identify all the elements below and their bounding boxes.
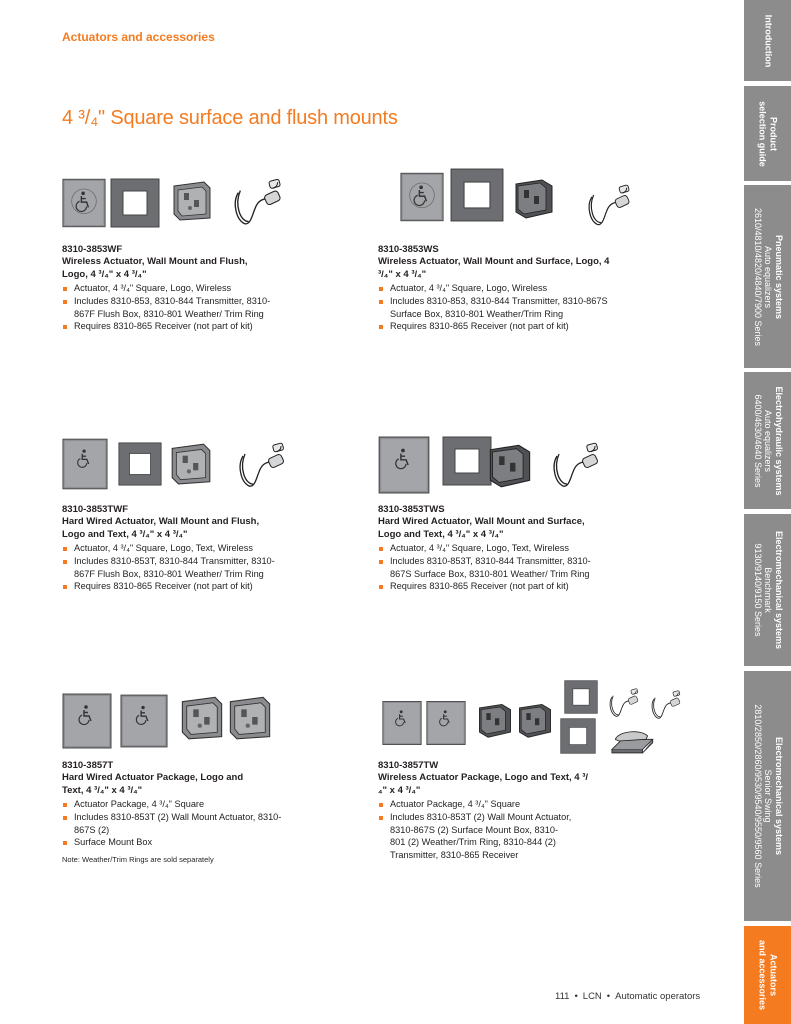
product-bullets — [62, 798, 282, 849]
bullet: Requires 8310-865 Receiver (not part of kit) — [62, 320, 282, 333]
product-images — [62, 174, 362, 240]
product-images — [378, 164, 678, 240]
product-title: Wireless Actuator Package, Logo and Text, 4 ³/₄" x 4 ³/₄" — [378, 772, 589, 796]
product-card — [62, 690, 362, 864]
tab-series: 9130/9140/9150 Series — [752, 543, 763, 637]
page-footer: 111 • LCN • Automatic operators — [555, 991, 701, 1002]
product-bullets — [62, 282, 282, 333]
receiver-image — [612, 732, 653, 753]
product-sku: 8310-3853WF — [62, 244, 123, 255]
page-title: 4 ³/₄" Square surface and flush mounts — [62, 107, 398, 130]
transmitter-image — [589, 185, 630, 225]
trim-ring-image — [119, 443, 161, 485]
actuator-image — [63, 694, 111, 748]
tab-title: Electromechanical systems — [773, 736, 784, 856]
bullet: Includes 8310-853T, 8310-844 Transmitter, 8310-867S Surface Box, 8310-801 Weather/ Trim Ring — [378, 555, 593, 581]
product-images — [378, 680, 678, 756]
tab-series: 2810/2850/2860/9530/9540/9550/9560 Series — [752, 704, 763, 888]
bullet: Actuator, 4 ³/₄" Square, Logo, Wireless — [378, 282, 618, 295]
trim-ring-image — [565, 681, 598, 714]
product-title: Hard Wired Actuator Package, Logo and Text, 4 ³/₄" x 4 ³/₄" — [62, 772, 244, 796]
note: Note: Weather/Trim Rings are sold separately — [62, 855, 214, 865]
tab-pneumatic-systems[interactable] — [744, 185, 791, 368]
tab-subtitle: Auto equalizers — [762, 245, 773, 308]
trim-ring-image — [443, 437, 491, 485]
bullet: Includes 8310-853T (2) Wall Mount Actuator, 8310-867S (2) Surface Mount Box, 8310-801 (2) Weather/Trim Ring, 8310-844 (2) Transmitter, 8310-865 Receiver — [378, 811, 573, 862]
bullet: Includes 8310-853T (2) Wall Mount Actuator, 8310-867S (2) — [62, 811, 282, 837]
tab-subtitle: Senior Swing — [762, 769, 773, 823]
transmitter-image — [240, 443, 284, 486]
page-number: 111 — [555, 991, 570, 1002]
section-label: Actuators and accessories — [62, 30, 215, 44]
tab-subtitle: Auto equalizers — [762, 409, 773, 472]
transmitter-image — [235, 179, 281, 224]
product-bullets — [378, 542, 593, 593]
product-sku: 8310-3853TWF — [62, 504, 129, 515]
bullet: Requires 8310-865 Receiver (not part of kit) — [378, 580, 593, 593]
product-card — [378, 434, 678, 593]
product-bullets — [62, 542, 282, 593]
tab-subtitle: and accessories — [757, 939, 768, 1011]
actuator-image — [379, 437, 429, 493]
tab-actuators-and-accessories[interactable] — [744, 926, 791, 1024]
transmitter-image — [554, 443, 598, 486]
bullet: Includes 8310-853, 8310-844 Transmitter, 8310-867S Surface Box, 8310-801 Weather/Trim Ring — [378, 295, 618, 321]
tab-title: Pneumatic systems — [773, 234, 784, 319]
bullet: Actuator Package, 4 ³/₄" Square — [378, 798, 573, 811]
product-title: Wireless Actuator, Wall Mount and Surface, Logo, 4 ³/₄" x 4 ³/₄" — [378, 256, 610, 280]
transmitter-image — [610, 689, 638, 717]
product-card — [62, 174, 362, 333]
surface-box-image — [490, 445, 529, 486]
tab-electromechanical-senior-swing[interactable] — [744, 671, 791, 921]
actuator-image — [401, 173, 443, 221]
bullet: Includes 8310-853, 8310-844 Transmitter, 8310-867F Flush Box, 8310-801 Weather/ Trim Ring — [62, 295, 282, 321]
product-title: Wireless Actuator, Wall Mount and Flush, Logo, 4 ³/₄" x 4 ³/₄" — [62, 256, 248, 280]
product-bullets — [378, 282, 618, 333]
bullet: Requires 8310-865 Receiver (not part of kit) — [378, 320, 618, 333]
surface-box-image — [479, 704, 510, 737]
surface-box-image — [182, 697, 221, 738]
product-title: Hard Wired Actuator, Wall Mount and Flush, Logo and Text, 4 ³/₄" x 4 ³/₄" — [62, 516, 260, 540]
actuator-image — [63, 179, 105, 227]
tab-electromechanical-benchmark[interactable] — [744, 514, 791, 666]
actuator-image — [427, 701, 465, 744]
footer-section: Automatic operators — [615, 991, 701, 1002]
product-title: Hard Wired Actuator, Wall Mount and Surface, Logo and Text, 4 ³/₄" x 4 ³/₄" — [378, 516, 585, 540]
surface-box-image — [230, 697, 269, 738]
product-sku: 8310-3857TW — [378, 760, 439, 771]
product-images — [62, 434, 362, 500]
flush-box-image — [174, 182, 210, 220]
product-sku: 8310-3853TWS — [378, 504, 445, 515]
tab-subtitle: selection guide — [757, 100, 768, 167]
tab-title: Electrohydraulic systems — [773, 385, 784, 496]
product-card — [62, 434, 362, 593]
tab-electrohydraulic-systems[interactable] — [744, 372, 791, 509]
surface-box-image — [519, 704, 550, 737]
actuator-image — [383, 701, 421, 744]
product-sku: 8310-3853WS — [378, 244, 439, 255]
tab-title: Electromechanical systems — [773, 530, 784, 650]
transmitter-image — [652, 691, 680, 719]
tab-title: Introduction — [762, 14, 773, 67]
product-images — [378, 434, 678, 500]
bullet: Surface Mount Box — [62, 836, 282, 849]
section-tabs — [744, 0, 791, 1024]
bullet: Actuator, 4 ³/₄" Square, Logo, Wireless — [62, 282, 282, 295]
bullet: Includes 8310-853T, 8310-844 Transmitter, 8310-867F Flush Box, 8310-801 Weather/ Trim Ring — [62, 555, 282, 581]
tab-title: Product — [768, 116, 778, 151]
surface-box-image — [516, 180, 552, 218]
actuator-image — [121, 695, 167, 747]
bullet: Actuator, 4 ³/₄" Square, Logo, Text, Wireless — [62, 542, 282, 555]
footer-brand: LCN — [582, 991, 602, 1002]
actuator-image — [63, 439, 107, 489]
trim-ring-image — [561, 719, 596, 754]
product-card — [378, 680, 678, 862]
tab-series: 2610/4810/4820/4840/7900 Series — [752, 207, 763, 346]
tab-product-selection-guide[interactable] — [744, 86, 791, 181]
product-images — [62, 690, 362, 756]
trim-ring-image — [111, 179, 159, 227]
tab-subtitle: Benchmark — [762, 567, 773, 613]
tab-series: 6400/4630/4640 Series — [752, 393, 763, 488]
bullet: Actuator, 4 ³/₄" Square, Logo, Text, Wireless — [378, 542, 593, 555]
product-card — [378, 164, 678, 333]
flush-box-image — [172, 444, 210, 484]
tab-title: Actuators — [768, 953, 778, 997]
bullet: Requires 8310-865 Receiver (not part of kit) — [62, 580, 282, 593]
trim-ring-image — [451, 169, 503, 221]
product-sku: 8310-3857T — [62, 760, 114, 771]
bullet: Actuator Package, 4 ³/₄" Square — [62, 798, 282, 811]
product-bullets — [378, 798, 573, 862]
tab-introduction[interactable] — [744, 0, 791, 81]
